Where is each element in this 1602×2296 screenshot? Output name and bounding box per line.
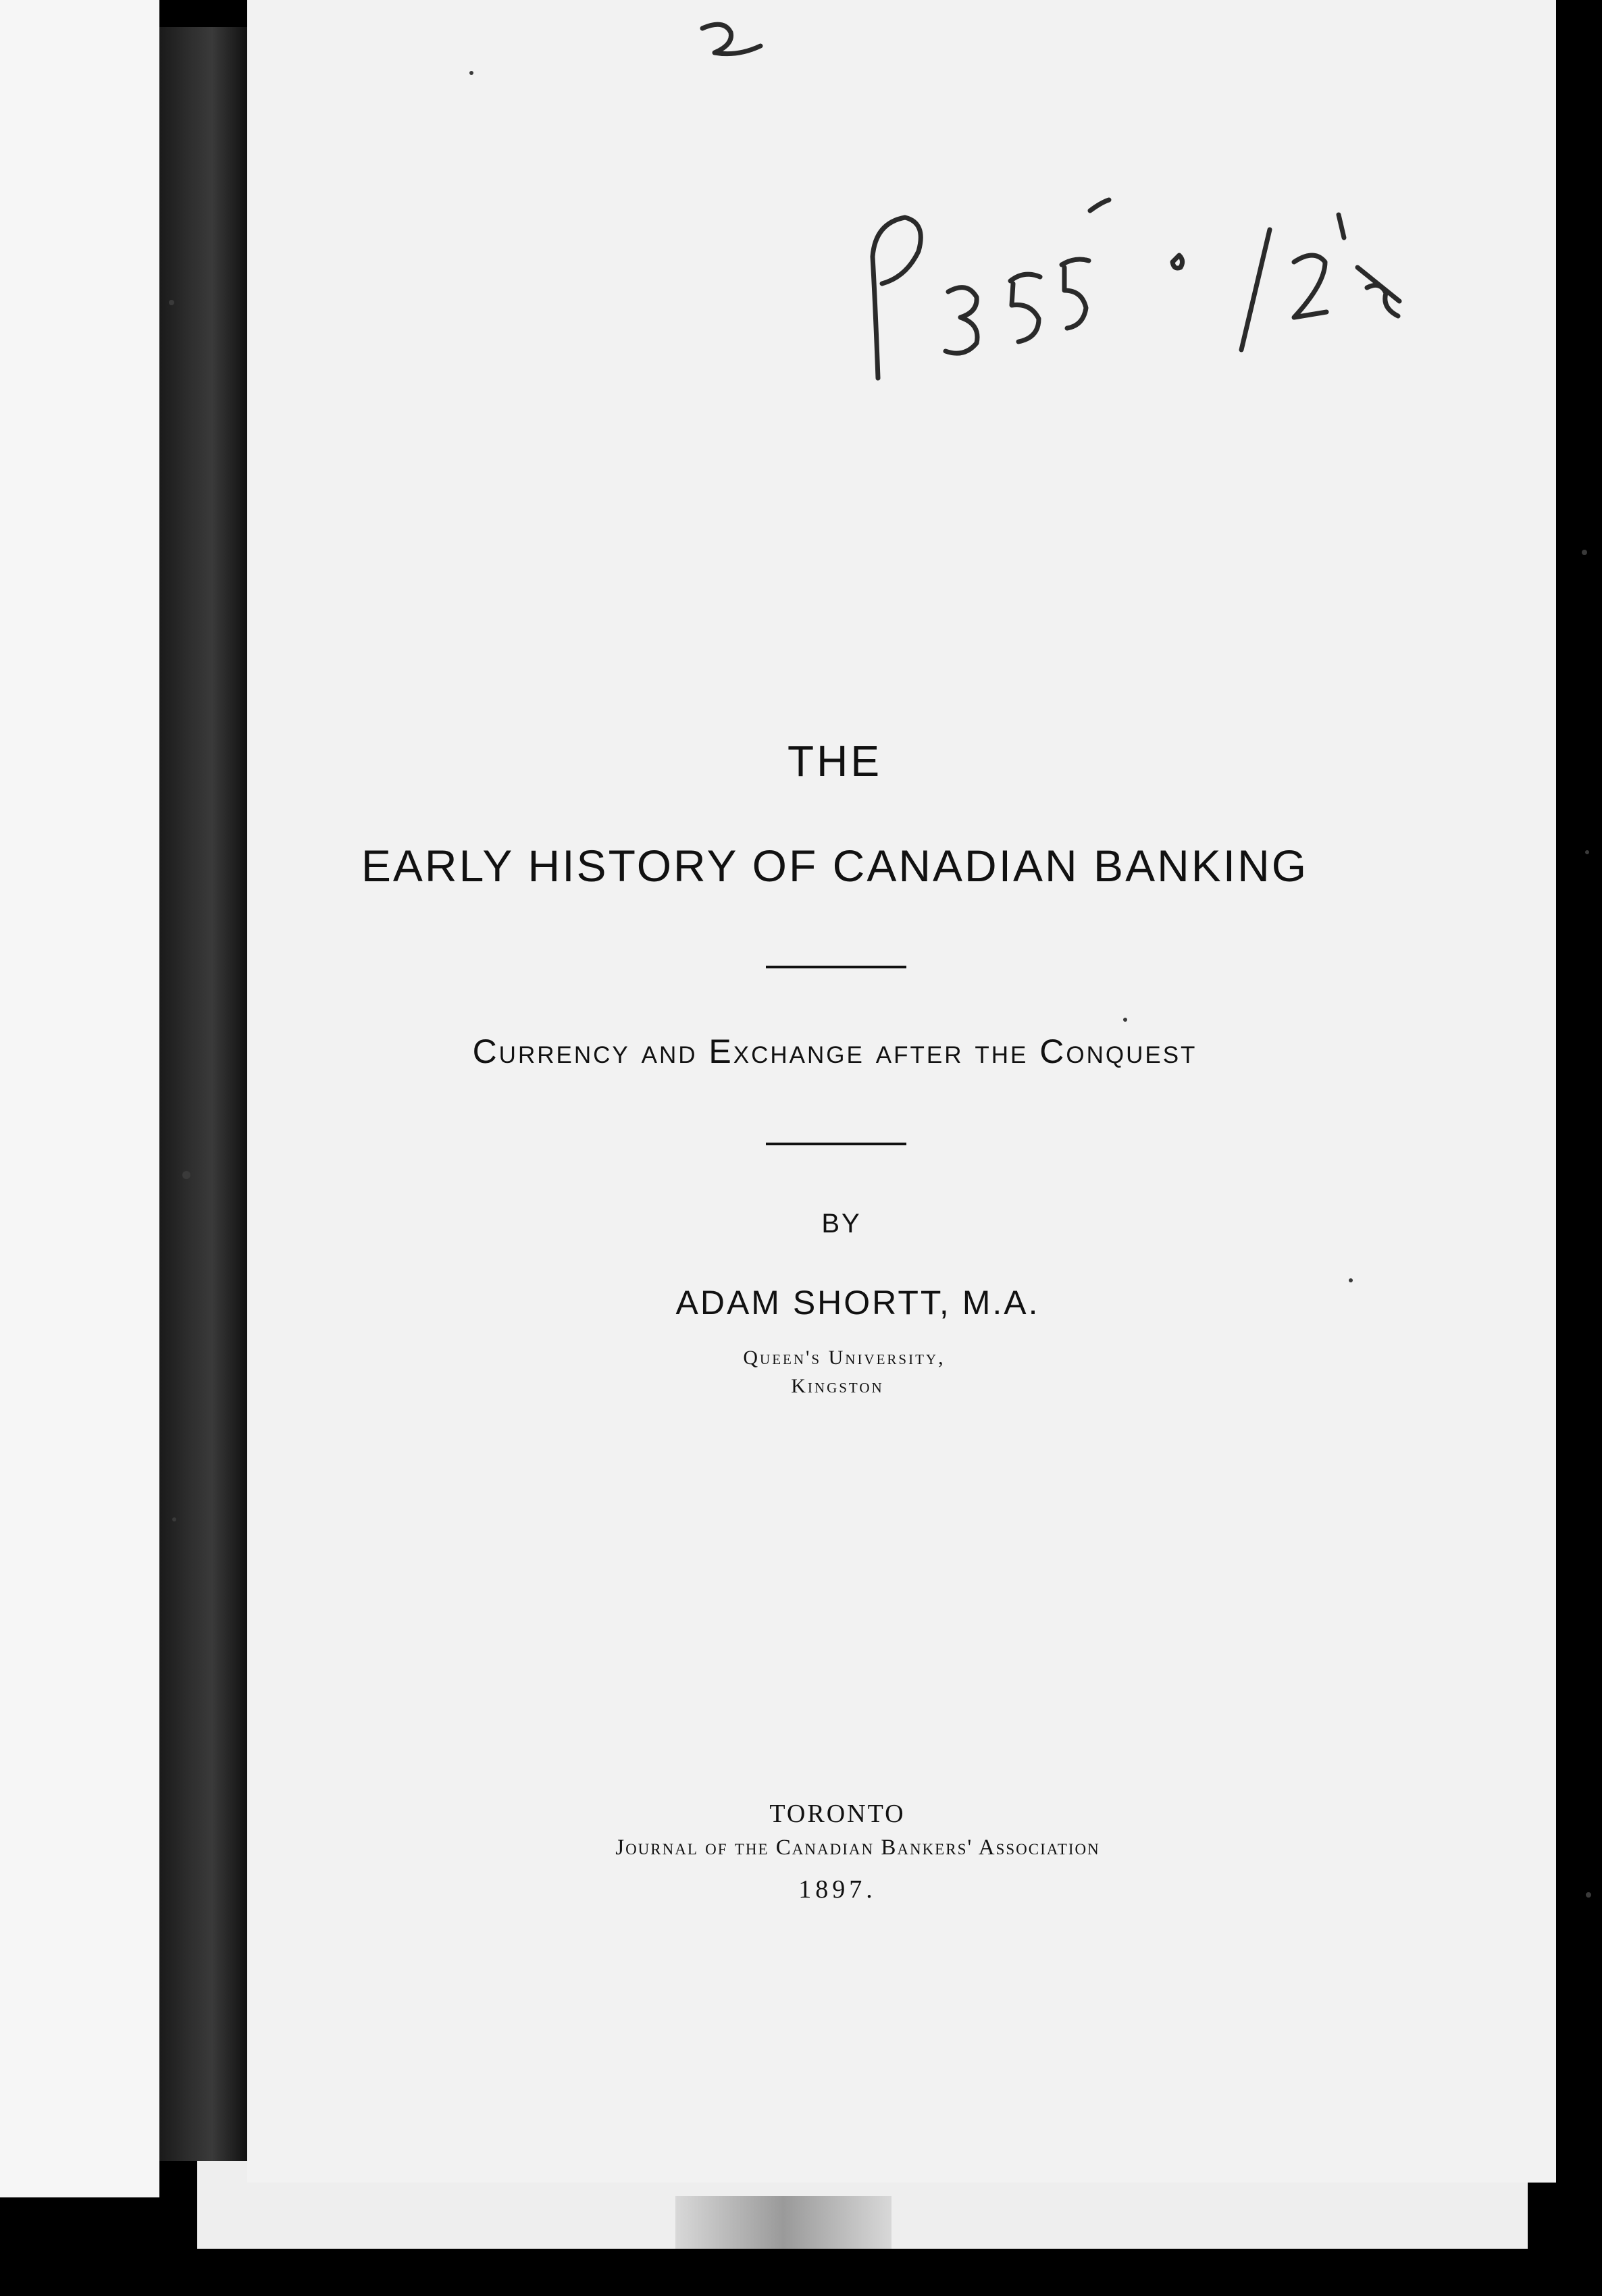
book-title: EARLY HISTORY OF CANADIAN BANKING	[361, 841, 1309, 891]
divider-rule	[766, 1143, 906, 1145]
imprint-city: TORONTO	[769, 1800, 906, 1828]
author-name: ADAM SHORTT, M.A.	[675, 1284, 1040, 1322]
book-subtitle: Currency and Exchange after the Conquest	[472, 1033, 1197, 1070]
handwritten-top-number	[702, 24, 760, 53]
author-affiliation: Queen's University,	[743, 1347, 946, 1369]
imprint-publisher: Journal of the Canadian Bankers' Association	[615, 1835, 1100, 1860]
scan-specks	[169, 71, 1591, 1898]
by-line: BY	[821, 1209, 862, 1238]
author-affiliation-city: Kingston	[791, 1375, 884, 1397]
handwritten-shelfmark	[873, 200, 1183, 378]
handwritten-price	[1241, 215, 1399, 350]
title-line-the: THE	[787, 737, 882, 785]
imprint-year: 1897.	[798, 1875, 877, 1904]
divider-rule	[766, 966, 906, 968]
